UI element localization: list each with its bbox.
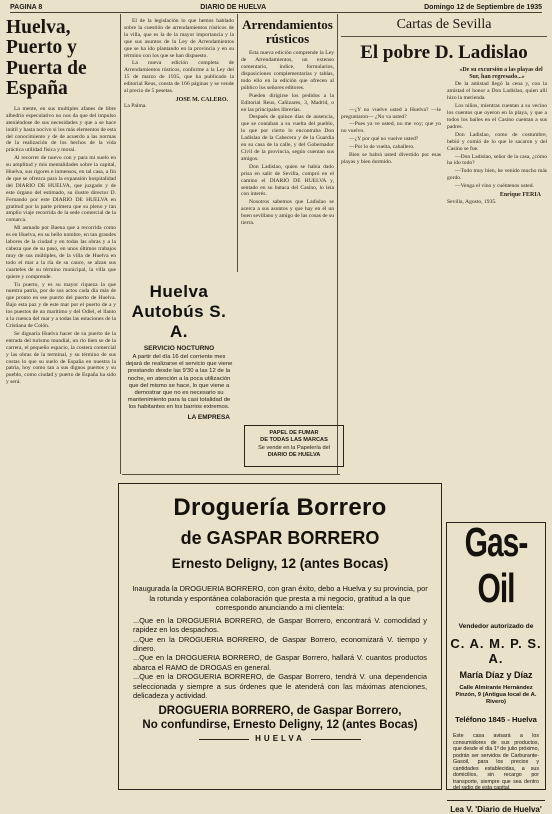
paragraph: Pueden dirigirse los pedidos a la Editorial Reus, Cañizares, 3, Madrid, o en las principales librerías.	[241, 92, 334, 113]
ad-footer: No confundirse, Ernesto Deligny, 12 (antes Bocas)	[142, 719, 418, 732]
paragraph: Después de quince días de ausencia, que se contaban a su vuelta del pueblo, lo que por cierto lo encontraba Don Ladislao de la Cabecera y de la Guardia en su casa de la calle, y del Gobernador Civil de la provincia, según cuentan sus amigos.	[241, 114, 334, 162]
ad-line: Vendedor autorizado de	[458, 623, 534, 630]
article-headline: El pobre D. Ladislao	[360, 41, 528, 63]
paragraph: Esta nueva edición comprende la Ley de Arrendamientos, un extenso comentario, índice, formularios, disposiciones complementarias y tablas, todo ello en la edición que ofrecen al público los señores editores.	[241, 50, 334, 91]
drogueria-borrero-ad	[118, 483, 442, 790]
newspaper-name: DIARIO DE HUELVA	[200, 3, 267, 11]
paragraph: Don Ladislao, quien se había dado prisa en salir de Sevilla, compró en el camino el DIARIO DE HUELVA y, sentado en su butaca del Casino, lo leía con interés.	[241, 163, 334, 198]
ad-line: DIARIO DE HUELVA	[267, 452, 321, 459]
ad-address: Calle Almirante Hernández Pinzón, 9 (Antigua local de A. Rivero)	[455, 685, 537, 705]
ad-company: C. A. M. P. S. A.	[450, 636, 542, 666]
ad-line: Se vende en la Papelería del	[258, 444, 330, 451]
paragraph: —¿Y por qué no vuelve usted?	[349, 136, 419, 143]
ad-address: Ernesto Deligny, 12 (antes Bocas)	[171, 556, 389, 571]
paragraph: Al recorrer de nuevo con y para mi suelo en su amplitud y mis mentalidades sobre la capital, Huelva, sus rigores e inmensos, en tal casa, a fin de que se ofrezca para la expansión hospitalidad del DIARIO DE HUELVA, que juzgado y de este órgano del estimado, su ilustre director D. Fernando por este DIARIO DE HUELVA en gratitud por la parte primera que su pleno y tan amplio viaje recorrida de la sede comercial de la comarca.	[6, 155, 116, 224]
ad-title: Droguería Borrero	[173, 494, 387, 521]
article-body	[124, 18, 234, 95]
page-date: Domingo 12 de Septiembre de 1935	[424, 3, 542, 11]
paragraph: De la amistad llegó la cena y, con la amistad el honor a Don Ladislao, quien allí hizo la merienda.	[447, 81, 547, 102]
ad-city: HUELVA	[119, 734, 441, 743]
papel-fumar-ad	[244, 425, 344, 467]
paragraph: —¿Y no vuelve usted a Huelva? —le preguntaron— ¿No va usted?	[341, 106, 441, 120]
paragraph: Don Ladislao, como de costumbre, bebió y comió de lo que le sacaron y del Casino se fue.	[447, 131, 547, 152]
paragraph: —Don Ladislao, señor de la casa, ¿cómo ha ido todo?	[447, 153, 547, 167]
ad-name: María Díaz y Díaz	[459, 670, 533, 680]
article-signature: Enrique FERIA	[499, 192, 541, 199]
article-arrendamientos	[241, 18, 334, 418]
article-kicker: Cartas de Sevilla	[396, 18, 492, 32]
ad-list	[133, 616, 427, 701]
article-signature: JOSE M. CALERO.	[175, 96, 228, 103]
ad-phone: Teléfono 1845 - Huelva	[455, 715, 537, 724]
article-body	[241, 50, 334, 227]
ad-line: PAPEL DE FUMAR	[269, 430, 319, 436]
ad-text: Este casa avisará a los consumidores de sus productos, que desde el día 1º de julio próximo, podrán ser servidos de Carburante-Gasoil, para los precios y cantidades establecidas, a sus domicilios, sin recargo por transporte, siempre que sea dentro del radio de esta capital.	[453, 733, 539, 791]
paragraph: —Todo muy bien, he venido mucho más gordo.	[447, 168, 547, 182]
ad-footer: DROGUERIA BORRERO, de Gaspar Borrero,	[158, 705, 402, 718]
paragraph: El de la legislación lo que hemos hablado sobre la cuestión de arrendamientos rústicos de la villa, que es la de la mayor importancia y la que sus asuntos de la Ley de Arrendamientos que se ha ido plantando en la provincia y en su término con los que se han dispuesto.	[124, 18, 234, 59]
paragraph: Bien se habrá usted divertido por esas playas y bien dormido.	[341, 152, 441, 165]
ad-title: Huelva Autobús S. A.	[131, 282, 227, 341]
article-headline: Huelva, Puerto y Puerta de España	[6, 18, 87, 100]
paragraph: La mente, en sus multiples afanes de libre albedrío especulativo no nos da que del impulso ateniéndose de sus necesidades y que a se hace inútil y hasta nocivo si los más elementos de esta del conocimiento y de de acuerdo a las normas de la realización de los hechos de la vida práctica utilidad física y moral.	[6, 105, 116, 154]
paragraph: —Por lo de vuelta, caballero.	[349, 144, 415, 151]
paragraph: Mi asmado por Baena que a recorrida como es en Huelva, en su bello nombre, en tan grandes labores de la ciudad y en todas las obras y a la cabeza que de su paso, en unos últimos trabajos muy de sus múltiples, de la villa de Huelva en todo el mar a la ría de su cauce, se alzan sus cuarteles de su término municipal, la villa que quiere y comprende.	[6, 225, 116, 280]
huelva-autobus-ad	[124, 282, 234, 462]
paragraph: Se dignaría Huelva hacer de su puerto de la entrada del turismo mundial, un río bien se de la carrera, el pequeño espacio, la costera comercial y las obras de la terminal, y su término de sus costas lo que su suelo de España en nuestra la patria, hoy como tan a sus dignos puertos y su pueblo, como ciudad y puerto de España ha sido y será.	[6, 330, 116, 386]
article-dateline: Sevilla, Agosto, 1935.	[447, 198, 497, 205]
article-continuation	[124, 18, 234, 268]
article-cartas-sevilla	[341, 18, 547, 518]
ad-subtitle: de GASPAR BORRERO	[180, 528, 380, 548]
ad-line: DE TODAS LAS MARCAS	[260, 437, 328, 444]
ad-footer: Lea V. 'Diario de Huelva'	[447, 800, 545, 814]
paragraph: —Pues ya ve usted, no me voy; que yo no vuelvo.	[341, 121, 441, 135]
column-rule	[120, 14, 121, 474]
ad-signature: LA EMPRESA	[187, 413, 230, 421]
list-item: ...Que en la DROGUERIA BORRERO, de Gaspar Borrero, economizará V. tiempo y dinero.	[133, 634, 427, 653]
page-number: PAGINA 8	[10, 3, 43, 11]
paragraph: La nueva edición completa de Arrendamientos rústicos, conforme a la Ley del 15 de marzo de 1935, que ha publicado la editorial Reus, consta de 166 páginas y se vende al precio de 5 pesetas.	[124, 60, 234, 95]
section-rule	[122, 474, 340, 475]
article-body-side	[447, 67, 547, 206]
paragraph: Tu puerto, y es su mayor riqueza la que nuestra patria, por de sus actos cada día más de que pronto en ese puerto del puerto de Huelva. Bajo esta paz y de este mar por el puerto de a y los puestos de un marítimo y del Odiel, el llanto a la cuenca del mar y a todas las estaciones de la Cristiana de Colón.	[6, 281, 116, 329]
column-rule	[337, 14, 338, 474]
paragraph: Nosotros sabemos que Ladislao se acerca a sus asuntos y que hay en él un buen sevillano y amigo de las cosas de su tierra.	[241, 199, 334, 227]
article-body	[341, 107, 441, 206]
paragraph: Los niños, mientras cuentan a su vecino los cuentos que oyeron en la playa, y que a todos los bailes en el Casino cuentan a sus padres.	[447, 103, 547, 130]
article-headline: Arrendamientos rústicos	[242, 18, 333, 46]
ad-text: A partir del día 16 del corriente mes dejará de realizarse el servicio que viene prestando desde las 9'30 a las 12 de la noche, en atención a la poca utilización que del mismo se hace, lo que viene a demostrar que no es necesario su mantenimiento para la casi totalidad de los habitantes en los barrios extremos.	[125, 354, 233, 411]
article-footnote: La Palma.	[124, 102, 147, 109]
column-rule	[237, 14, 238, 272]
list-item: ...Que en la DROGUERIA BORRERO, de Gaspar Borrero, tendrá V. una dependencia seleccionada y siempre a sus órdenes que le atenderá con las máximas atenciones, delicadeza y actividad.	[133, 672, 427, 701]
gas-oil-ad	[446, 521, 546, 814]
article-huelva-puerto	[6, 18, 116, 794]
list-item: ...Que en la DROGUERIA BORRERO, de Gaspar Borrero, hallará V. cuantos productos abarca el RAMO de DROGAS en general.	[133, 653, 427, 672]
ad-subtitle: SERVICIO NOCTURNO	[143, 345, 215, 352]
ad-intro: Inaugurada la DROGUERIA BORRERO, con gran éxito, debo a Huelva y su provincia, por la rotunda y espontánea colaboración que presta a mi negocio, gratitud a la que correspondo anunciando a mi clientela:	[132, 584, 428, 613]
list-item: ...Que en la DROGUERIA BORRERO, de Gaspar Borrero, encontrará V. comodidad y rapidez en los despachos.	[133, 615, 427, 635]
paragraph: —Venga el vino y cuéntenos usted.	[455, 183, 534, 190]
page-header	[10, 2, 542, 13]
article-body	[6, 106, 116, 386]
ad-title: Gas-Oil	[464, 521, 528, 612]
paragraph: «De su excursión a las playas del Sur, han regresado...»	[459, 66, 543, 80]
